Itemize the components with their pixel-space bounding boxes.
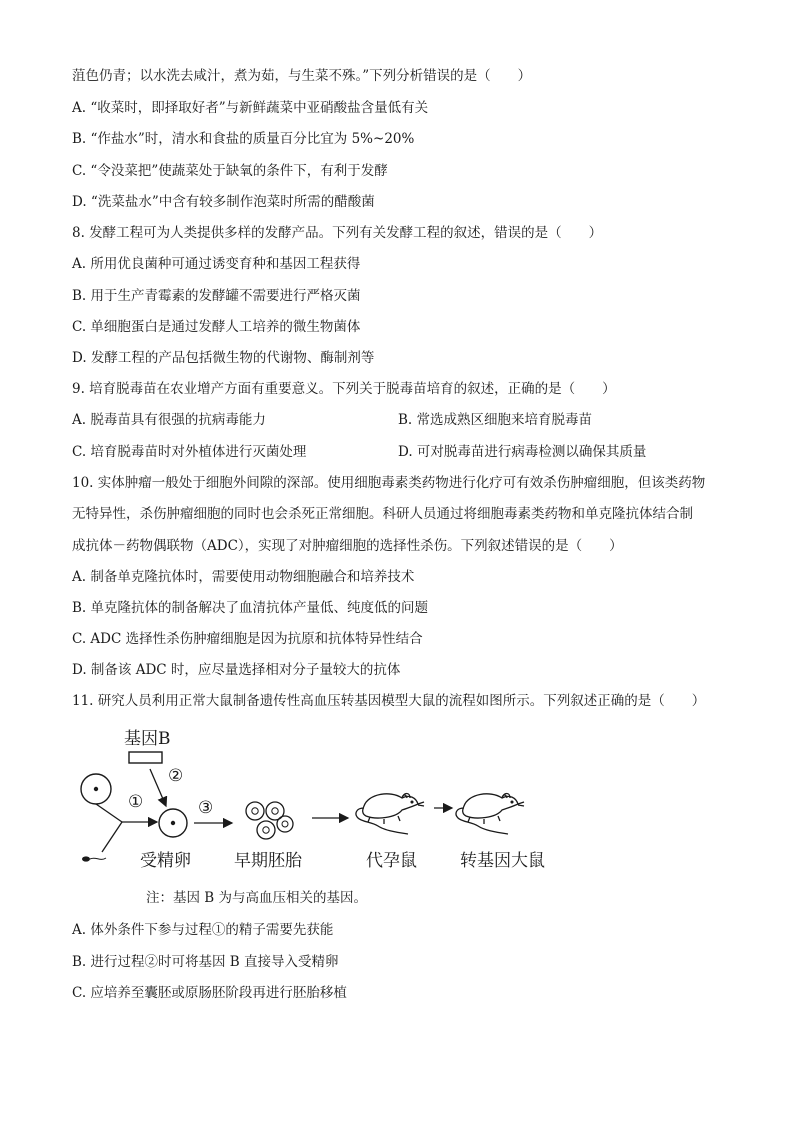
zygote-label: 受精卵 <box>140 851 191 871</box>
q10-option-b: B. 单克隆抗体的制备解决了血清抗体产量低、纯度低的问题 <box>72 600 429 616</box>
q10-option-d: D. 制备该 ADC 时，应尽量选择相对分子量较大的抗体 <box>72 662 401 678</box>
q7-option-a: A. “收菜时，即择取好者”与新鲜蔬菜中亚硝酸盐含量低有关 <box>72 100 429 116</box>
egg-line <box>96 804 122 822</box>
step-2-label: ② <box>168 766 184 786</box>
q8-option-b: B. 用于生产青霉素的发酵罐不需要进行严格灭菌 <box>72 288 361 304</box>
gene-insertion-arrow <box>150 769 166 806</box>
text-line: 菹色仍青；以水洗去咸汁，煮为茹，与生菜不殊。”下列分析错误的是（ ） <box>72 68 532 84</box>
sperm-tail <box>90 858 106 859</box>
q11-option-c: C. 应培养至囊胚或原肠胚阶段再进行胚胎移植 <box>72 985 347 1001</box>
step-3-label: ③ <box>198 798 214 818</box>
zygote-nucleus <box>171 821 175 825</box>
sperm-line <box>102 822 122 852</box>
q8-option-d: D. 发酵工程的产品包括微生物的代谢物、酶制剂等 <box>72 350 375 366</box>
gene-b-box <box>129 752 162 763</box>
q8-option-a: A. 所用优良菌种可通过诱变育种和基因工程获得 <box>72 256 361 272</box>
q11-option-b: B. 进行过程②时可将基因 B 直接导入受精卵 <box>72 954 339 970</box>
q10-stem-line3: 成抗体－药物偶联物（ADC），实现了对肿瘤细胞的选择性杀伤。下列叙述错误的是（ ） <box>72 538 623 554</box>
transgenic-rat-icon <box>456 794 524 835</box>
q9-option-c: C. 培育脱毒苗时对外植体进行灭菌处理 <box>72 444 307 460</box>
step-1-label: ① <box>128 792 144 812</box>
q8-stem: 8. 发酵工程可为人类提供多样的发酵产品。下列有关发酵工程的叙述，错误的是（ ） <box>72 225 603 241</box>
q7-option-c: C. “令没菜把”使蔬菜处于缺氧的条件下，有利于发酵 <box>72 163 388 179</box>
gene-b-label: 基因B <box>124 729 171 749</box>
q8-option-c: C. 单细胞蛋白是通过发酵人工培养的微生物菌体 <box>72 319 361 335</box>
q10-option-a: A. 制备单克隆抗体时，需要使用动物细胞融合和培养技术 <box>72 569 415 585</box>
q11-stem: 11. 研究人员利用正常大鼠制备遗传性高血压转基因模型大鼠的流程如图所示。下列叙述正确的是（ ） <box>72 693 706 709</box>
q10-stem-line2: 无特异性，杀伤肿瘤细胞的同时也会杀死正常细胞。科研人员通过将细胞毒素类药物和单克隆抗体结合制 <box>72 506 693 522</box>
q7-option-b: B. “作盐水”时，清水和食盐的质量百分比宜为 5%~20% <box>72 131 415 147</box>
q7-option-d: D. “洗菜盐水”中含有较多制作泡菜时所需的醋酸菌 <box>72 194 375 210</box>
surrogate-rat-icon <box>356 794 424 835</box>
transgenic-rat-label: 转基因大鼠 <box>460 851 545 871</box>
q10-option-c: C. ADC 选择性杀伤肿瘤细胞是因为抗原和抗体特异性结合 <box>72 631 423 647</box>
egg-nucleus <box>94 787 98 791</box>
early-embryo-label: 早期胚胎 <box>234 851 302 871</box>
diagram-note: 注：基因 B 为与高血压相关的基因。 <box>146 890 368 906</box>
q9-stem: 9. 培育脱毒苗在农业增产方面有重要意义。下列关于脱毒苗培育的叙述，正确的是（ ） <box>72 381 616 397</box>
q9-option-d: D. 可对脱毒苗进行病毒检测以确保其质量 <box>398 444 647 460</box>
early-embryo-cells <box>246 802 293 839</box>
transgenic-rat-flow-diagram <box>72 722 572 872</box>
surrogate-rat-label: 代孕鼠 <box>366 851 417 871</box>
q9-option-a: A. 脱毒苗具有很强的抗病毒能力 <box>72 412 266 428</box>
q11-option-a: A. 体外条件下参与过程①的精子需要先获能 <box>72 922 334 938</box>
q10-stem-line1: 10. 实体肿瘤一般处于细胞外间隙的深部。使用细胞毒素类药物进行化疗可有效杀伤肿瘤细胞，但该类药物 <box>72 475 706 491</box>
q9-option-b: B. 常选成熟区细胞来培育脱毒苗 <box>398 412 593 428</box>
sperm-head <box>82 856 90 861</box>
